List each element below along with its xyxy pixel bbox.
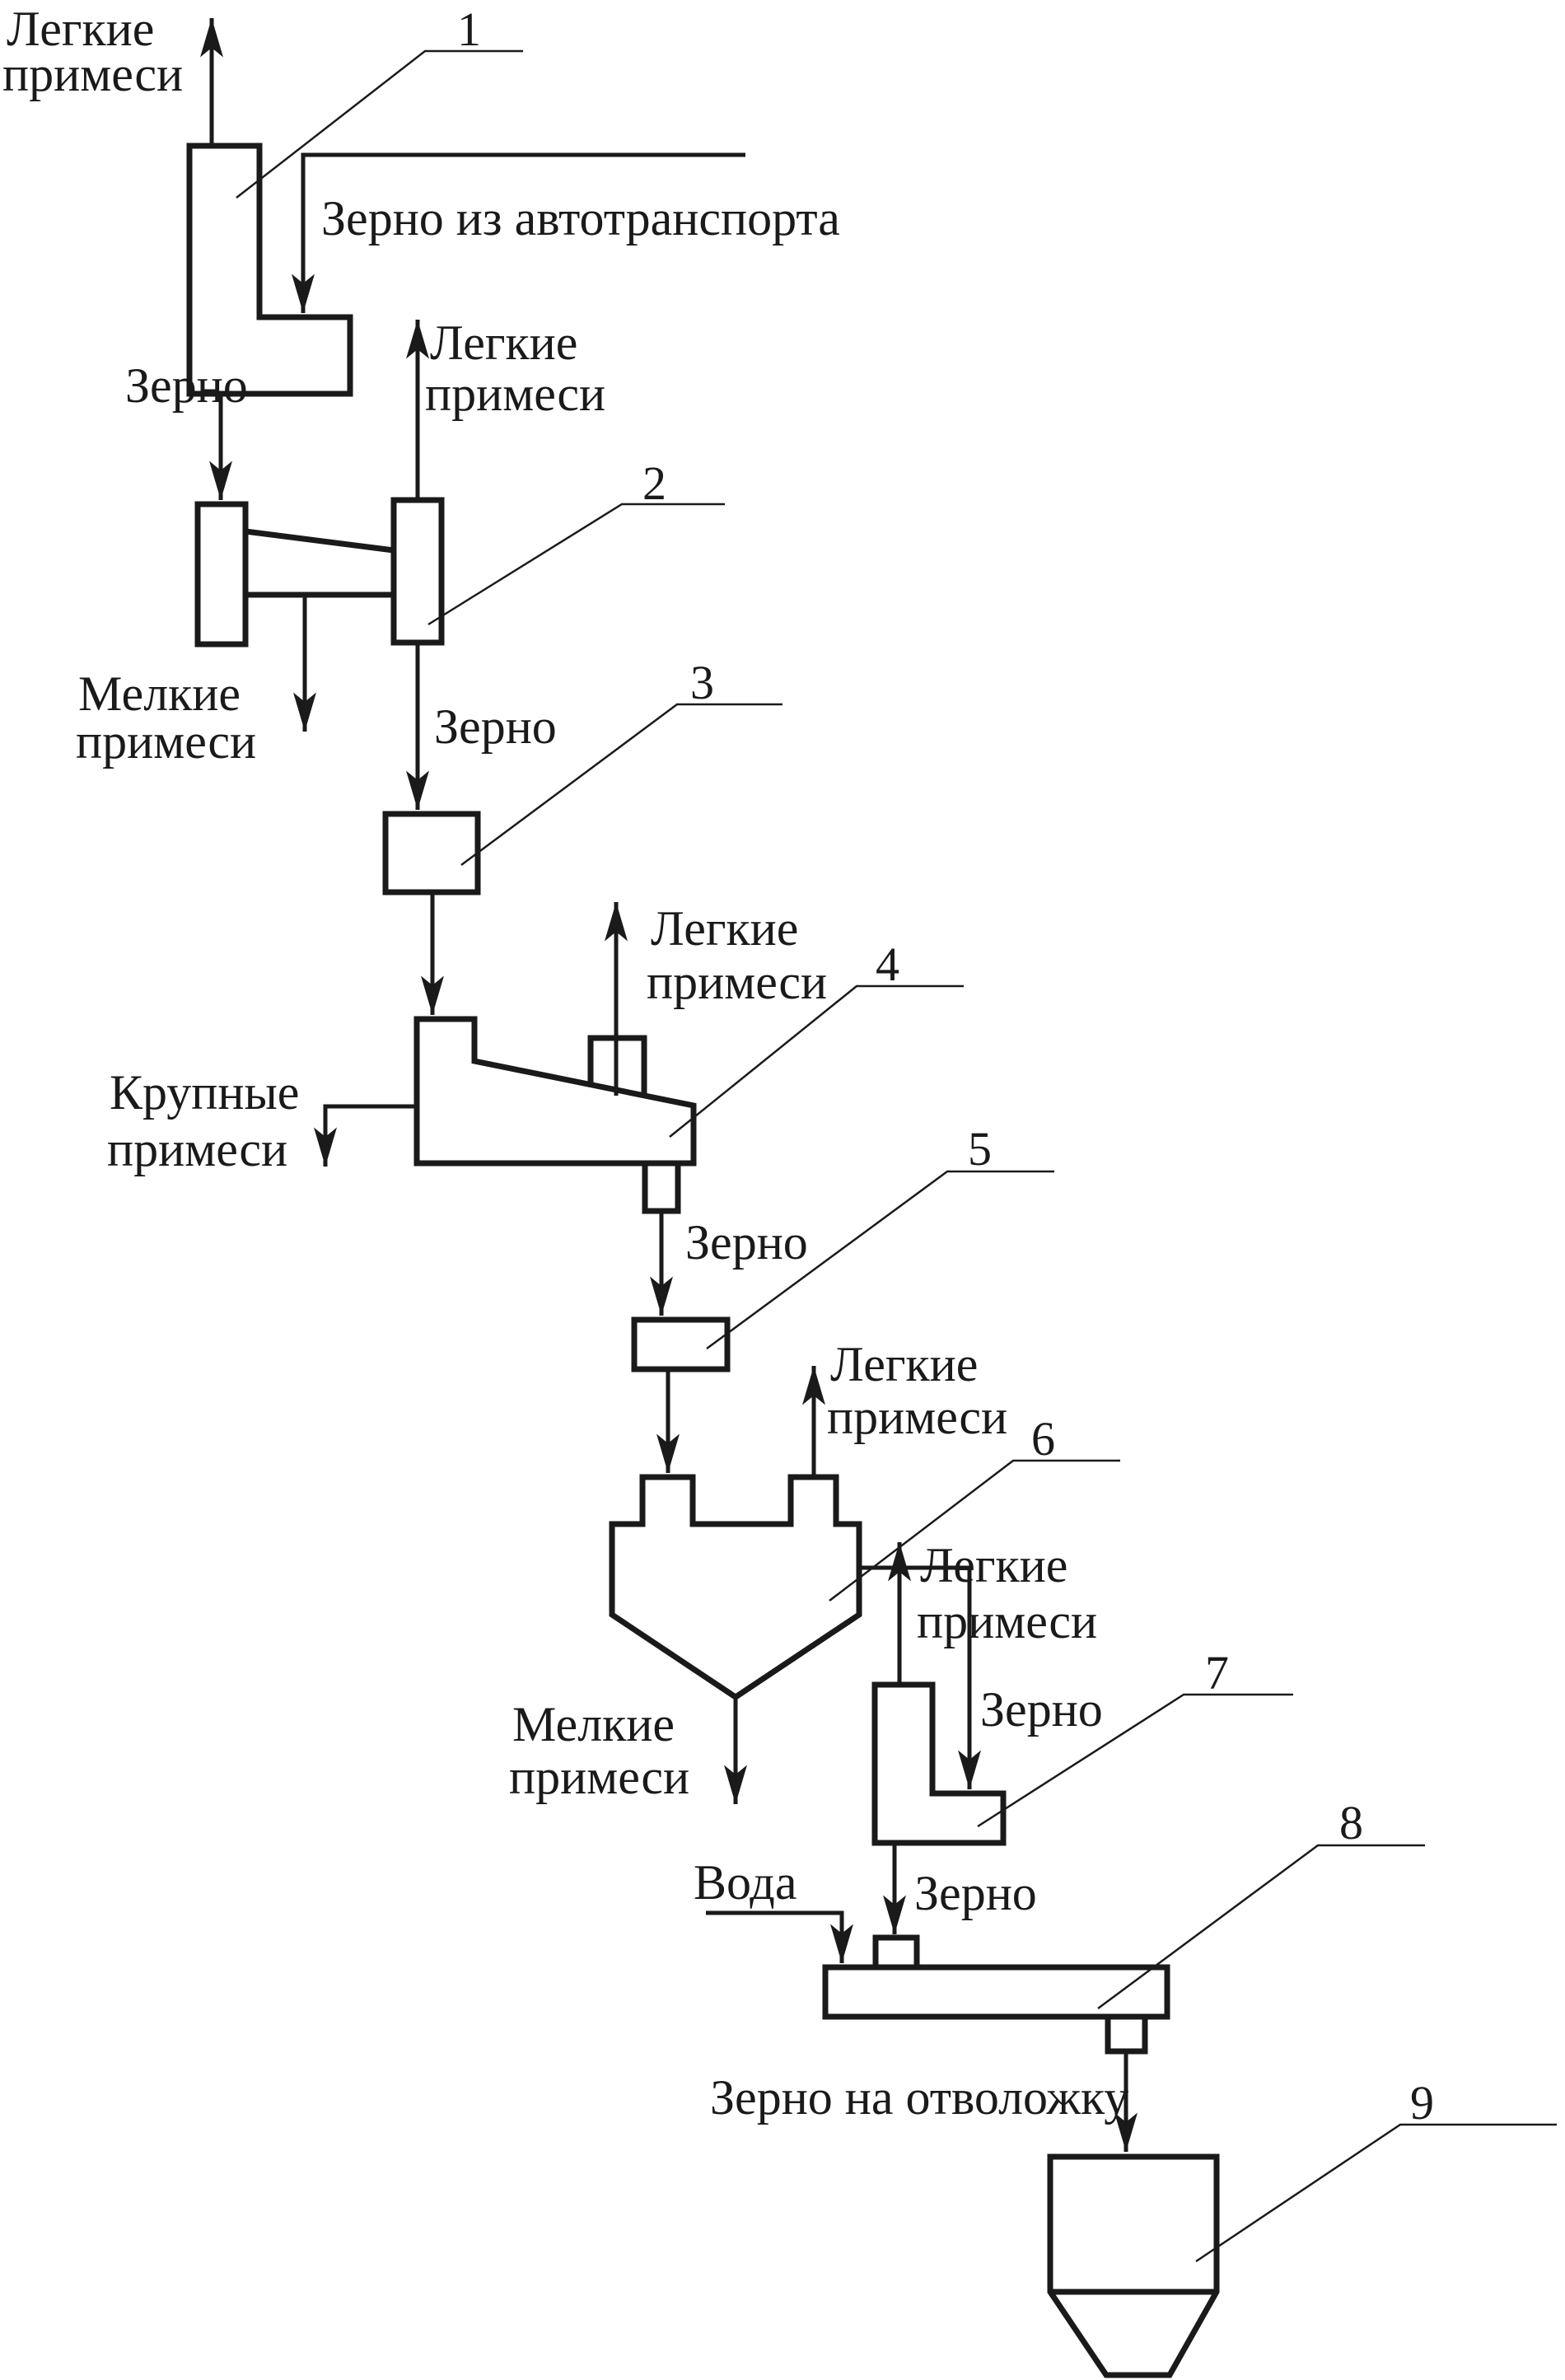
equipment-3-shape: [385, 814, 478, 892]
label-eq2-light-impurities-line1: Легкие: [430, 316, 578, 370]
label-eq6-light-impurities-line2: примеси: [827, 1390, 1008, 1444]
equipment-number-3: 3: [690, 656, 714, 709]
label-eq6-light-impurities-line1: Легкие: [830, 1337, 979, 1391]
equipment-2-slanted-connector: [245, 531, 394, 550]
flow-water-inlet: [706, 1913, 842, 1963]
equipment-number-6: 6: [1031, 1412, 1055, 1466]
equipment-number-4: 4: [876, 938, 899, 991]
equipment-4-shape: [417, 1019, 694, 1163]
leader-line-1: [236, 51, 523, 198]
equipment-4-bottom-spout: [645, 1163, 678, 1211]
leader-line-9: [1196, 2125, 1557, 2261]
label-eq7-light-impurities-line2: примеси: [917, 1594, 1098, 1648]
equipment-6-shape: [612, 1477, 859, 1697]
label-grain-eq1-eq2: Зерно: [125, 358, 248, 413]
label-water: Вода: [694, 1855, 797, 1910]
label-grain-to-tempering: Зерно на отволожку: [710, 2070, 1129, 2125]
leader-line-2: [428, 504, 725, 624]
label-grain-eq2-eq3: Зерно: [434, 699, 557, 754]
equipment-number-8: 8: [1339, 1796, 1363, 1849]
equipment-2-left-column: [198, 504, 245, 644]
label-eq2-light-impurities-line2: примеси: [425, 367, 606, 421]
label-grain-eq7-eq8: Зерно: [914, 1866, 1037, 1920]
equipment-8-shape: [825, 1967, 1167, 2017]
label-grain-from-truck: Зерно из автотранспорта: [321, 191, 840, 245]
equipment-8-bottom-spout: [1108, 2017, 1145, 2051]
equipment-9-shape: [1050, 2157, 1217, 2375]
equipment-1-shape: [189, 146, 350, 394]
label-eq7-light-impurities-line1: Легкие: [920, 1538, 1068, 1592]
label-eq6-fine-impurities-line2: примеси: [509, 1750, 690, 1804]
label-eq4-light-impurities-line2: примеси: [647, 955, 828, 1009]
equipment-number-1: 1: [457, 2, 481, 56]
label-eq4-coarse-impurities-line1: Крупные: [110, 1065, 300, 1120]
label-eq1-light-impurities-line1: Легкие: [7, 2, 155, 56]
equipment-8-inlet-port: [876, 1938, 917, 1969]
label-grain-eq6-eq7: Зерно: [980, 1682, 1103, 1737]
label-grain-eq4-eq5: Зерно: [685, 1215, 808, 1269]
label-eq2-fine-impurities-line1: Мелкие: [78, 666, 241, 721]
label-eq6-fine-impurities-line1: Мелкие: [512, 1697, 675, 1751]
label-eq2-fine-impurities-line2: примеси: [76, 714, 257, 769]
flow-eq4-coarse-impurities: [325, 1106, 417, 1167]
label-eq1-light-impurities-line2: примеси: [2, 47, 184, 101]
equipment-number-2: 2: [642, 456, 666, 510]
label-eq4-coarse-impurities-line2: примеси: [107, 1122, 288, 1176]
label-eq4-light-impurities-line1: Легкие: [651, 901, 799, 956]
equipment-number-5: 5: [968, 1122, 992, 1176]
equipment-number-7: 7: [1205, 1646, 1229, 1700]
equipment-number-9: 9: [1410, 2076, 1434, 2130]
